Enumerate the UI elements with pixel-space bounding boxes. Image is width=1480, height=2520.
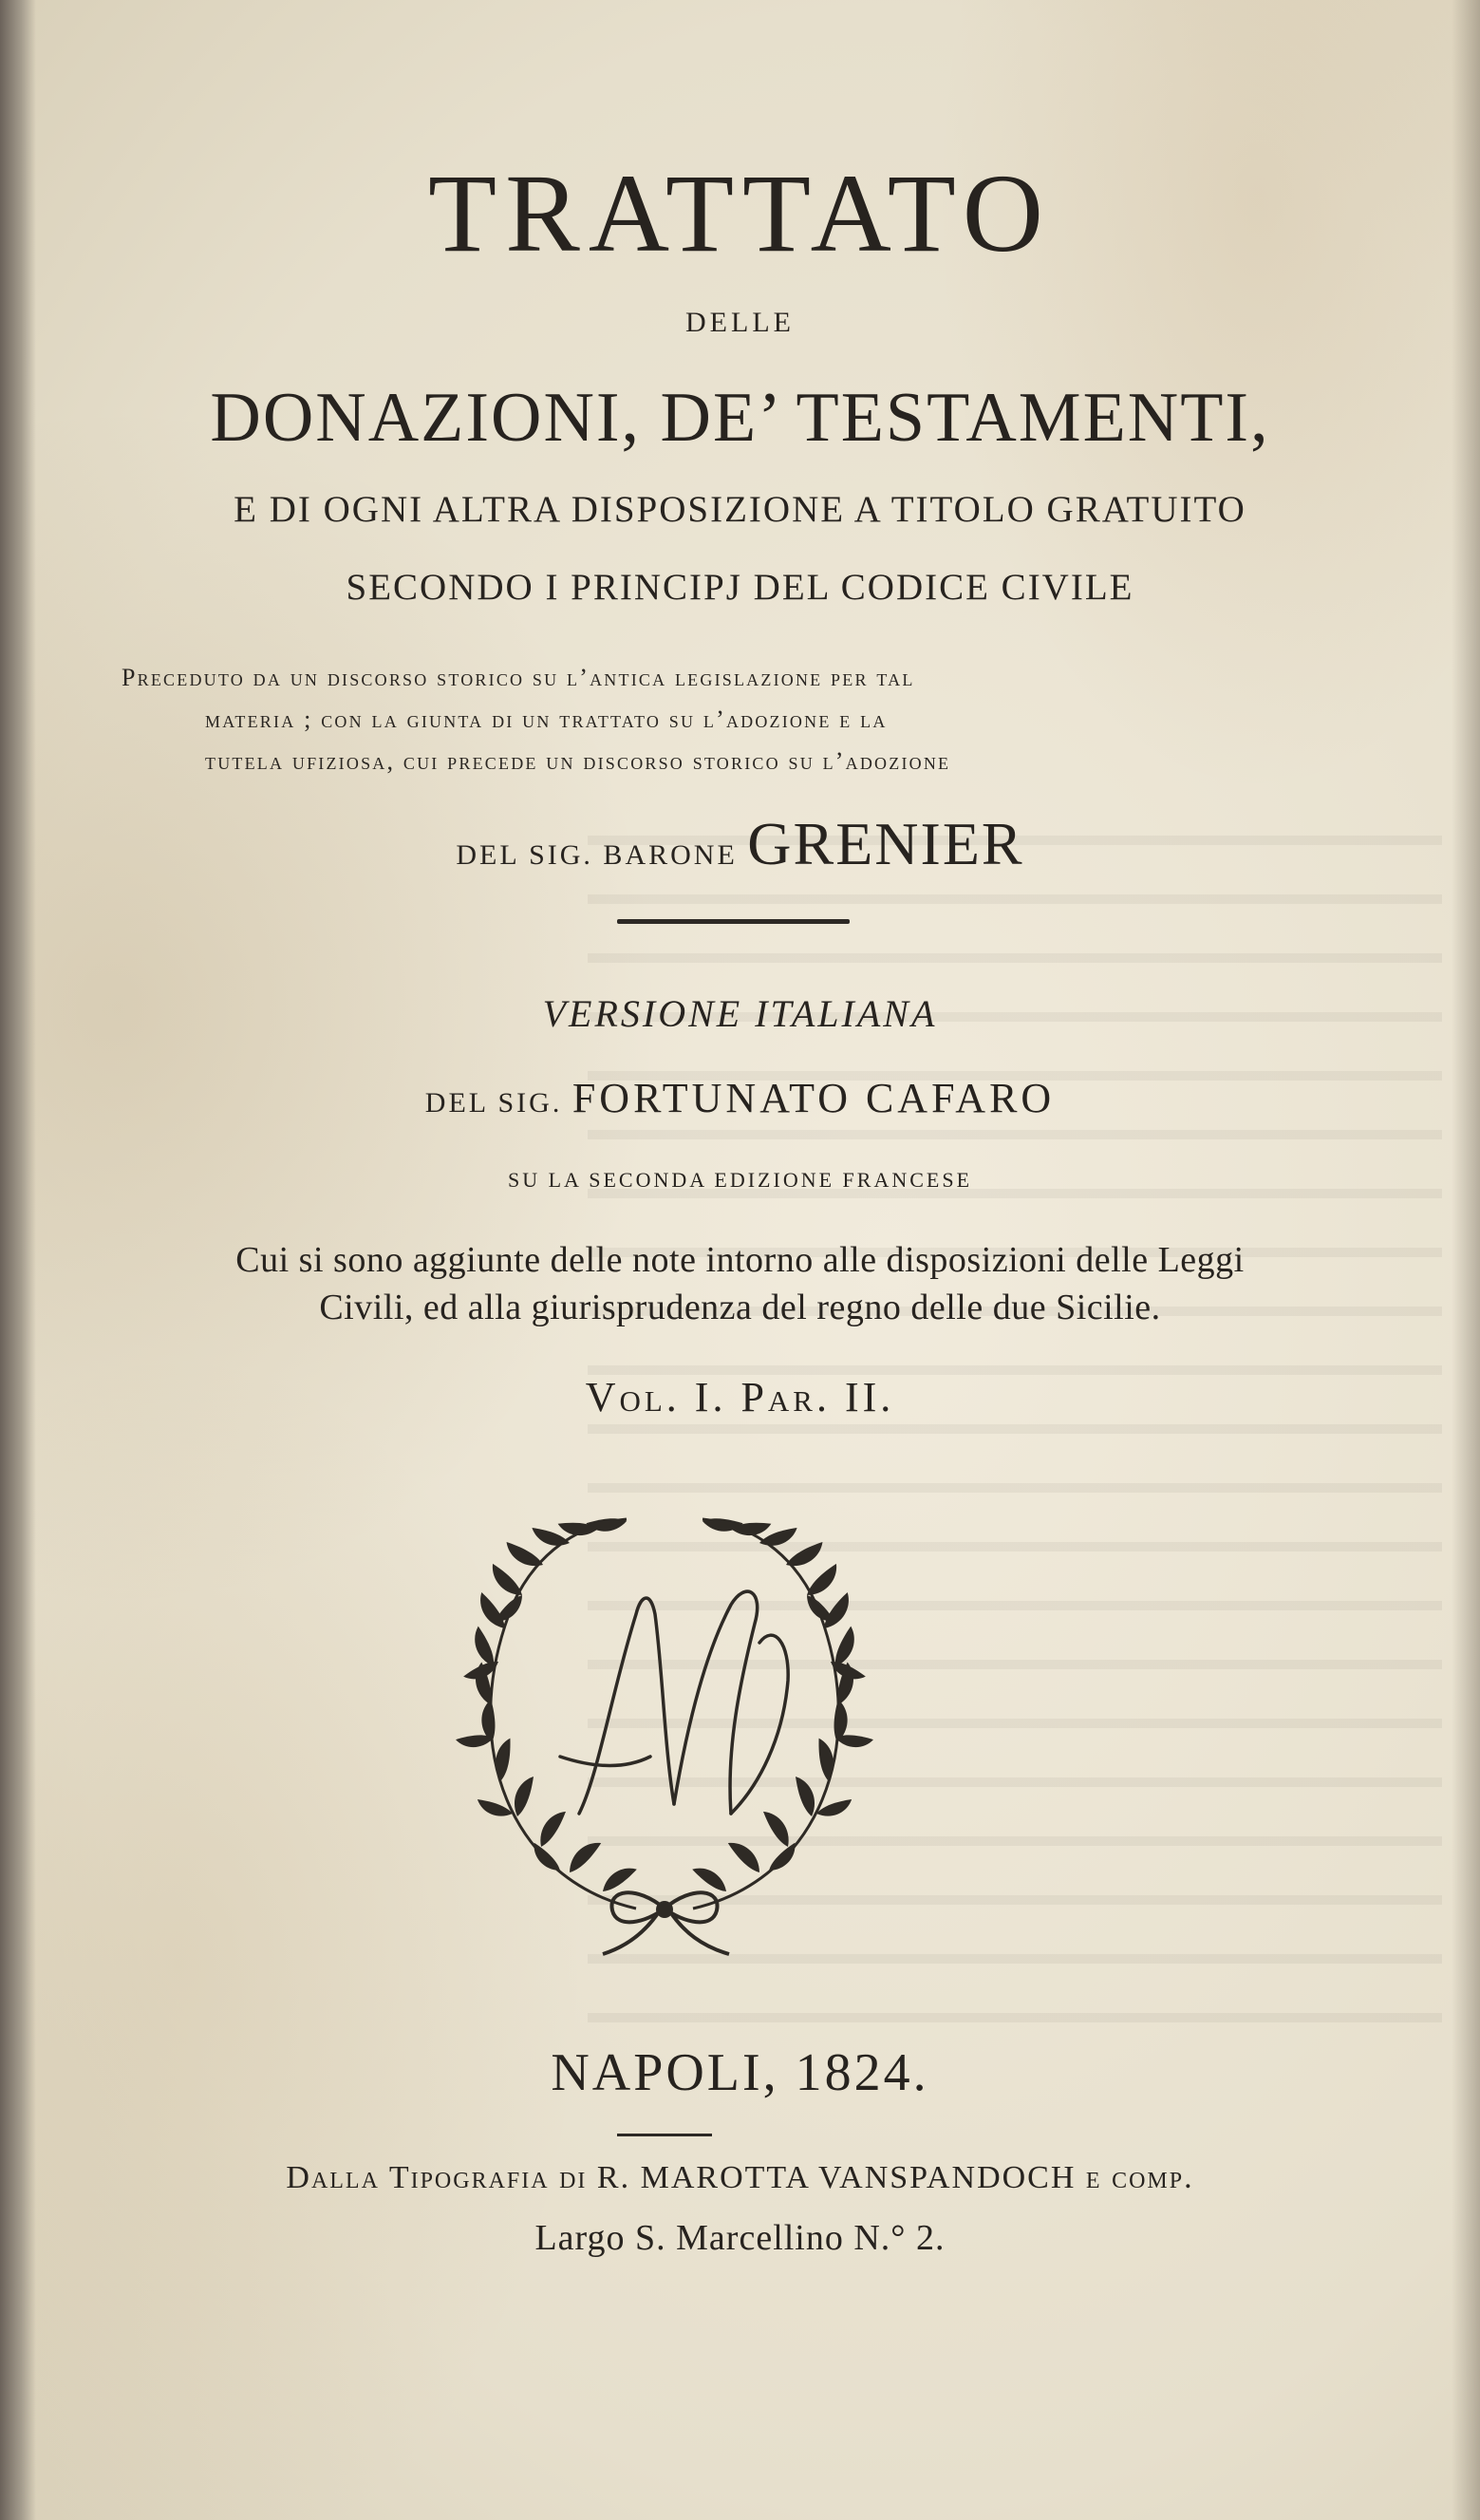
place-and-date: NAPOLI, 1824. [551, 2043, 929, 2102]
ribbon-bow [603, 1892, 729, 1954]
preface-paragraph [122, 657, 1247, 782]
volume-label: Vol. I. Par. II. [585, 1374, 895, 1420]
version-heading: VERSIONE ITALIANA [542, 992, 938, 1035]
printer-address: Largo S. Marcellino N.° 2. [534, 2218, 946, 2258]
author-prefix: DEL SIG. BARONE [456, 839, 738, 871]
subject-line-3: SECONDO I PRINCIPJ DEL CODICE CIVILE [346, 567, 1134, 608]
preface-line-3: tutela ufiziosa, cui precede un discorso storico su l’adozione [205, 747, 951, 775]
translator-name: FORTUNATO CAFARO [571, 1075, 1056, 1121]
laurel-wreath-monogram-emblem [446, 1500, 883, 1965]
notes-line-2: Civili, ed alla giurisprudenza del regno delle due Sicilie. [319, 1288, 1161, 1327]
subject-heading: DONAZIONI, DE’ TESTAMENTI, [210, 379, 1270, 457]
wreath-right [693, 1519, 838, 1909]
wreath-left [491, 1519, 636, 1909]
preface-line-2: materia ; con la giunta di un trattato su l’adozione e la [205, 705, 888, 733]
translator-prefix: DEL SIG. [424, 1087, 563, 1119]
monogram [560, 1591, 788, 1814]
preface-line-1: Preceduto da un discorso storico su l’antica legislazione per tal [122, 664, 915, 691]
subject-line-2: E DI OGNI ALTRA DISPOSIZIONE A TITOLO GRATUITO [234, 489, 1246, 530]
printer-line: Dalla Tipografia di R. MAROTTA VANSPANDOCH e comp. [286, 2160, 1194, 2195]
translator-line [0, 1072, 1480, 1130]
title-connector: DELLE [685, 307, 795, 338]
short-rule [617, 2134, 712, 2136]
book-title: TRATTATO [428, 151, 1052, 275]
leaves-right [689, 1514, 874, 1892]
author-line [0, 810, 1480, 887]
edition-note: SU LA SECONDA EDIZIONE FRANCESE [507, 1168, 973, 1192]
divider-rule [617, 919, 850, 924]
author-name: GRENIER [747, 810, 1024, 877]
notes-line-1: Cui si sono aggiunte delle note intorno alle disposizioni delle Leggi [235, 1240, 1245, 1280]
